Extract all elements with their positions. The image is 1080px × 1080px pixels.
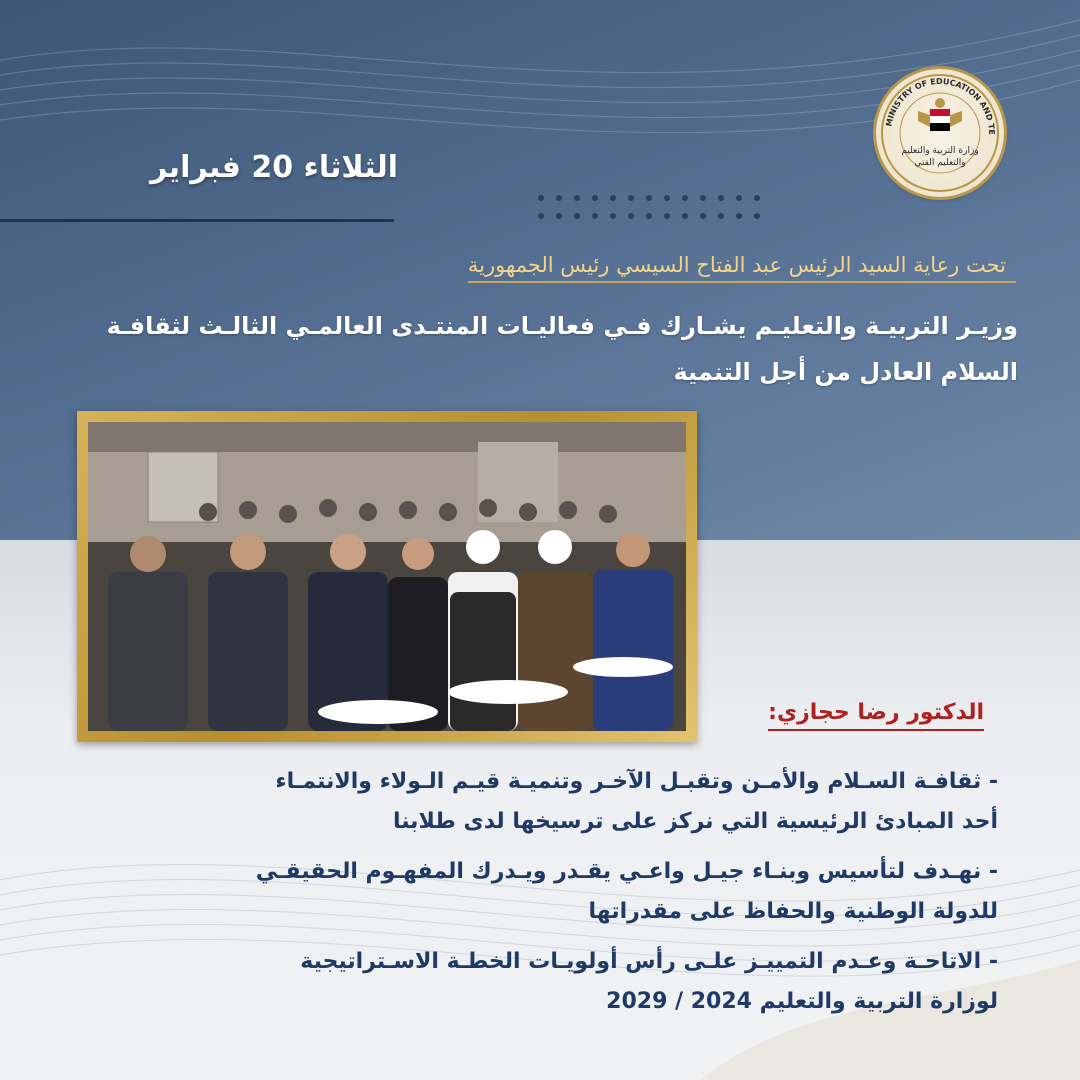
ministry-logo <box>876 69 1004 197</box>
statement-list <box>78 762 998 1032</box>
headline-line-1: وزيـر التربيـة والتعليـم يشـارك فـي فعاليـات المنتـدى العالمـي الثالـث لثقافـة <box>106 312 1018 340</box>
date-underline <box>0 219 394 222</box>
statement-item <box>78 852 998 932</box>
date-label: الثلاثاء 20 فبراير <box>150 150 398 185</box>
statement-line: - ثقافـة السـلام والأمـن وتقبـل الآخـر وتنميـة قيـم الـولاء والانتمـاء <box>275 769 998 794</box>
patronage-banner <box>468 253 1016 283</box>
patronage-text: تحت رعاية السيد الرئيس عبد الفتاح السيسي رئيس الجمهورية <box>467 253 1006 277</box>
conference-photo <box>88 422 686 731</box>
statement-line: - الاتاحـة وعـدم التمييـز علـى رأس أولويـات الخطـة الاسـتراتيجية <box>300 949 998 974</box>
photo-frame <box>77 411 697 742</box>
statement-line: أحد المبادئ الرئيسية التي نركز على ترسيخها لدى طلابنا <box>392 809 998 834</box>
svg-text:MINISTRY OF EDUCATION AND TECH: MINISTRY OF EDUCATION AND TE <box>884 76 997 135</box>
statement-line: لوزارة التربية والتعليم 2024 / 2029 <box>606 989 998 1014</box>
statement-line: للدولة الوطنية والحفاظ على مقدراتها <box>588 899 998 924</box>
statement-item <box>78 762 998 842</box>
speaker-name: الدكتور رضا حجازي: <box>768 700 984 731</box>
dot-grid-decoration <box>535 192 765 222</box>
conference-audience-photo <box>88 422 686 731</box>
headline-line-2: السلام العادل من أجل التنمية <box>673 358 1018 386</box>
eagle-seal-icon <box>876 69 1004 197</box>
headline <box>58 303 1018 395</box>
statement-line: - نهـدف لتأسيس وبنـاء جيـل واعـي يقـدر ويـدرك المفهـوم الحقيقـي <box>255 859 998 884</box>
statement-item <box>78 942 998 1022</box>
svg-text:والتعليم الفني: والتعليم الفني <box>914 158 966 168</box>
svg-text:وزارة التربية والتعليم: وزارة التربية والتعليم <box>901 146 979 156</box>
